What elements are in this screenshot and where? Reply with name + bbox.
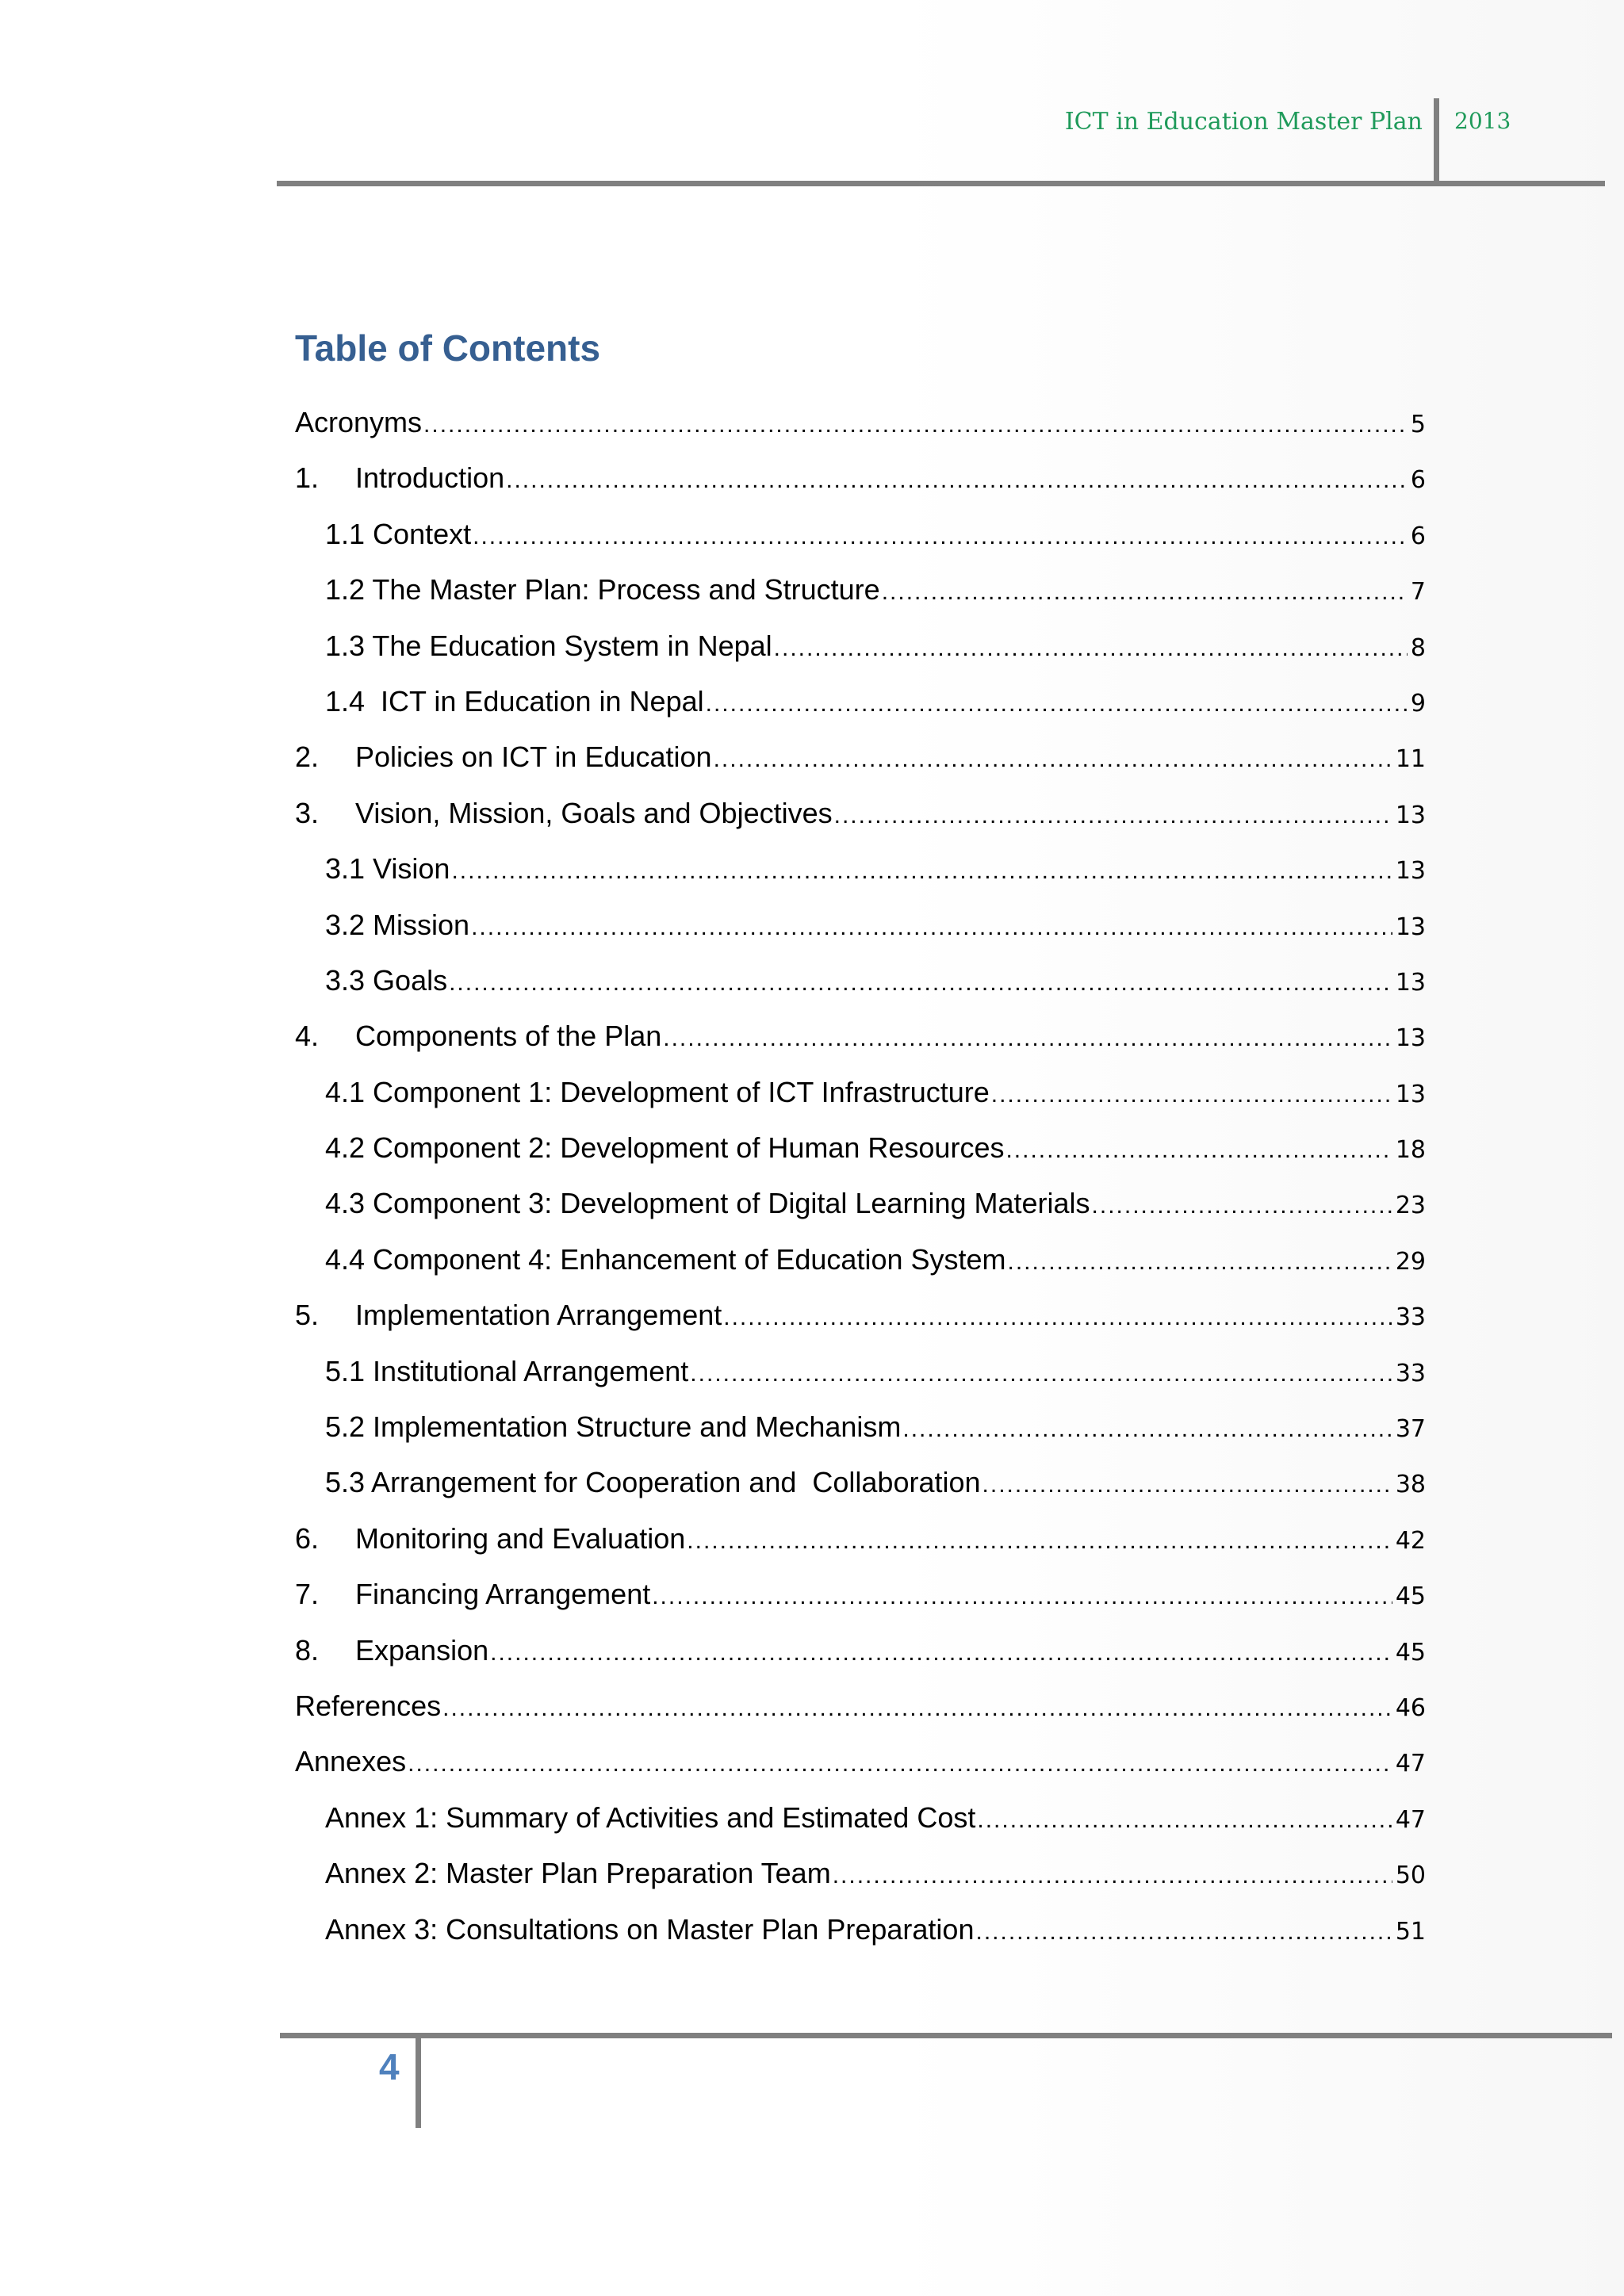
toc-dot-leader xyxy=(471,914,1392,941)
toc-entry-page: 13 xyxy=(1395,1080,1426,1108)
toc-dot-leader xyxy=(882,579,1408,606)
toc-entry-number: 5. xyxy=(295,1299,320,1332)
toc-entry-number: 4. xyxy=(295,1020,320,1053)
toc-entry-page: 13 xyxy=(1395,857,1426,886)
toc-entry-title: Financing Arrangement xyxy=(355,1578,651,1611)
toc-entry-title: Annexes xyxy=(295,1745,407,1778)
toc-entry-number: 2. xyxy=(295,740,320,774)
toc-dot-leader xyxy=(449,970,1392,997)
toc-entry[interactable] xyxy=(295,629,1426,685)
toc-entry-title: References xyxy=(295,1689,442,1722)
header-title: ICT in Education Master Plan xyxy=(1064,108,1423,136)
toc-entry[interactable] xyxy=(295,797,1426,852)
toc-entry-page: 18 xyxy=(1395,1136,1426,1165)
toc-entry-page: 13 xyxy=(1395,913,1426,941)
toc-entry[interactable] xyxy=(295,1243,1426,1299)
toc-entry[interactable] xyxy=(295,1131,1426,1187)
toc-entry-page: 9 xyxy=(1410,689,1426,718)
toc-entry[interactable] xyxy=(295,1689,1426,1745)
toc-entry-number: 7. xyxy=(295,1578,320,1611)
toc-dot-leader xyxy=(423,411,1408,438)
toc-entry-title: Expansion xyxy=(355,1633,489,1667)
toc-entry-title: 4.2 Component 2: Development of Human Resources xyxy=(325,1131,1005,1165)
toc-entry-title: Acronyms xyxy=(295,406,423,438)
header-divider xyxy=(1434,98,1439,186)
toc-entry[interactable] xyxy=(295,1634,1426,1689)
toc-dot-leader xyxy=(490,1640,1392,1667)
toc-entry-title: 1.3 The Education System in Nepal xyxy=(325,629,772,662)
toc-entry-number: 6. xyxy=(295,1521,320,1555)
toc-entry-page: 13 xyxy=(1395,968,1426,997)
toc-entry-title: Policies on ICT in Education xyxy=(355,740,712,774)
toc-entry-title: 4.4 Component 4: Enhancement of Education System xyxy=(325,1242,1006,1276)
toc-entry-title: 4.1 Component 1: Development of ICT Infrastructure xyxy=(325,1075,990,1108)
toc-dot-leader xyxy=(834,802,1392,829)
toc-entry[interactable] xyxy=(295,1466,1426,1521)
toc-entry-page: 47 xyxy=(1395,1805,1426,1834)
toc-entry-page: 11 xyxy=(1395,745,1426,774)
footer-rule xyxy=(280,2033,1612,2038)
toc-entry-page: 38 xyxy=(1395,1471,1426,1499)
toc-entry[interactable] xyxy=(295,740,1426,796)
toc-entry-title: 1.4 ICT in Education in Nepal xyxy=(325,684,704,718)
toc-entry-page: 33 xyxy=(1395,1359,1426,1387)
toc-dot-leader xyxy=(977,1807,1392,1834)
toc-dot-leader xyxy=(652,1583,1392,1610)
toc-entry-page: 47 xyxy=(1395,1750,1426,1778)
toc-dot-leader xyxy=(706,691,1408,718)
toc-entry-page: 46 xyxy=(1395,1693,1426,1722)
toc-entry-page: 50 xyxy=(1395,1862,1426,1890)
toc-entry[interactable] xyxy=(295,1410,1426,1466)
toc-entry-page: 45 xyxy=(1395,1582,1426,1611)
page-number: 4 xyxy=(379,2046,400,2087)
toc-entry-page: 8 xyxy=(1410,633,1426,662)
toc-entry-page: 6 xyxy=(1410,466,1426,495)
toc-entry-title: 4.3 Component 3: Development of Digital Learning Materials xyxy=(325,1187,1090,1220)
toc-dot-leader xyxy=(408,1751,1392,1777)
toc-entry-title: Monitoring and Evaluation xyxy=(355,1521,686,1555)
header-rule xyxy=(277,181,1605,186)
toc-entry[interactable] xyxy=(295,1578,1426,1633)
toc-dot-leader xyxy=(774,635,1408,662)
toc-entry[interactable] xyxy=(295,461,1426,517)
toc-entry-page: 51 xyxy=(1395,1917,1426,1946)
toc-dot-leader xyxy=(714,746,1392,773)
toc-entry-title: 3.3 Goals xyxy=(325,963,448,997)
toc-entry[interactable] xyxy=(295,406,1426,461)
footer-divider xyxy=(416,2033,421,2128)
toc-dot-leader xyxy=(506,467,1408,494)
toc-entry-page: 42 xyxy=(1395,1526,1426,1555)
toc-entry[interactable] xyxy=(295,685,1426,740)
toc-dot-leader xyxy=(1005,1137,1392,1164)
toc-entry[interactable] xyxy=(295,852,1426,908)
toc-entry-title: 3.1 Vision xyxy=(325,852,450,886)
toc-entry-title: 5.3 Arrangement for Cooperation and Collaboration xyxy=(325,1466,981,1499)
toc-dot-leader xyxy=(1092,1192,1392,1219)
toc-entry-title: Introduction xyxy=(355,461,505,495)
toc-entry-page: 33 xyxy=(1395,1303,1426,1332)
toc-entry-page: 29 xyxy=(1395,1247,1426,1276)
toc-dot-leader xyxy=(982,1471,1392,1498)
toc-entry-title: 5.2 Implementation Structure and Mechanism xyxy=(325,1410,902,1444)
toc-entry[interactable] xyxy=(295,573,1426,629)
toc-entry-title: Annex 2: Master Plan Preparation Team xyxy=(325,1857,831,1890)
toc-entry-title: Annex 3: Consultations on Master Plan Preparation xyxy=(325,1912,975,1946)
toc-dot-leader xyxy=(473,523,1408,550)
toc-list xyxy=(295,406,1426,1969)
toc-entry[interactable] xyxy=(295,1299,1426,1354)
toc-dot-leader xyxy=(687,1528,1392,1555)
toc-dot-leader xyxy=(723,1304,1392,1331)
toc-entry-page: 23 xyxy=(1395,1192,1426,1220)
toc-entry[interactable] xyxy=(295,909,1426,964)
toc-entry[interactable] xyxy=(295,1857,1426,1912)
toc-heading: Table of Contents xyxy=(295,327,601,369)
toc-entry[interactable] xyxy=(295,1355,1426,1410)
toc-entry-title: 1.2 The Master Plan: Process and Structure xyxy=(325,573,880,607)
toc-entry[interactable] xyxy=(295,1187,1426,1242)
toc-entry-page: 37 xyxy=(1395,1415,1426,1444)
toc-entry-title: 5.1 Institutional Arrangement xyxy=(325,1354,689,1387)
header-year: 2013 xyxy=(1454,108,1511,134)
toc-dot-leader xyxy=(833,1862,1392,1889)
toc-entry[interactable] xyxy=(295,518,1426,573)
toc-entry-title: Components of the Plan xyxy=(355,1020,662,1053)
toc-entry[interactable] xyxy=(295,1913,1426,1969)
toc-entry-number: 8. xyxy=(295,1633,320,1667)
toc-dot-leader xyxy=(451,858,1392,885)
toc-entry[interactable] xyxy=(295,1801,1426,1857)
toc-dot-leader xyxy=(975,1919,1392,1946)
toc-entry-title: Implementation Arrangement xyxy=(355,1299,722,1332)
toc-entry-number: 1. xyxy=(295,461,320,495)
toc-entry-number: 3. xyxy=(295,796,320,829)
toc-entry[interactable] xyxy=(295,1020,1426,1075)
toc-entry-title: Annex 1: Summary of Activities and Estimated Cost xyxy=(325,1800,976,1834)
toc-dot-leader xyxy=(902,1416,1392,1443)
toc-dot-leader xyxy=(690,1360,1392,1387)
toc-dot-leader xyxy=(663,1025,1392,1052)
toc-entry[interactable] xyxy=(295,1076,1426,1131)
toc-entry-page: 13 xyxy=(1395,1024,1426,1053)
toc-dot-leader xyxy=(991,1081,1392,1108)
toc-entry[interactable] xyxy=(295,1522,1426,1578)
toc-entry-title: 1.1 Context xyxy=(325,517,472,550)
toc-entry-title: 3.2 Mission xyxy=(325,908,470,941)
toc-entry[interactable] xyxy=(295,964,1426,1020)
toc-dot-leader xyxy=(1008,1249,1392,1276)
toc-entry-page: 45 xyxy=(1395,1638,1426,1667)
toc-entry-title: Vision, Mission, Goals and Objectives xyxy=(355,796,833,829)
toc-entry-page: 13 xyxy=(1395,801,1426,829)
toc-dot-leader xyxy=(442,1695,1392,1722)
toc-entry-page: 7 xyxy=(1410,578,1426,607)
toc-entry[interactable] xyxy=(295,1745,1426,1800)
toc-entry-page: 6 xyxy=(1410,522,1426,550)
toc-entry-page: 5 xyxy=(1410,411,1426,438)
